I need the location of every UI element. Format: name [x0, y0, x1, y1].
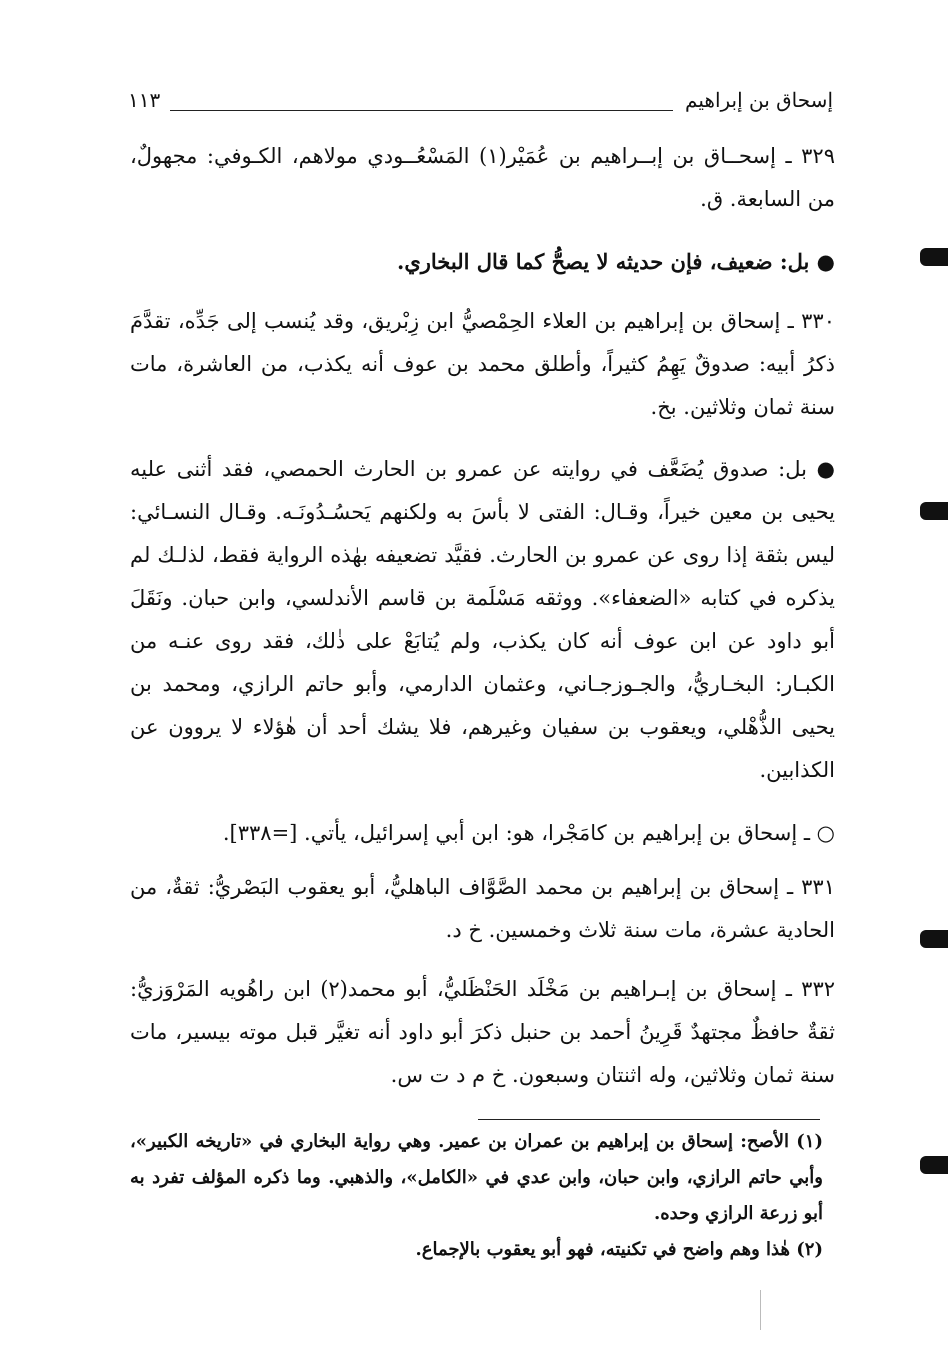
- entry-text: ٣٢٩ ـ إسحــاق بن إبــراهيم بن عُمَيْر(١) المَسْعُــودي مولاهم، الكـوفي: مجهولٌ، من السابعة. ق.: [130, 144, 835, 211]
- entry-330: [130, 300, 835, 429]
- entry-329: [130, 135, 835, 221]
- cross-reference: [130, 812, 835, 855]
- binding-mark: [920, 502, 948, 520]
- entry-text: ٣٣٠ ـ إسحاق بن إبراهيم بن العلاء الحِمْصيُّ ابن زِبْريق، وقد يُنسب إلى جَدِّه، تقدَّمَ ذكرُ أبيه: صدوقٌ يَهِمُ كثيراً، وأطلق محمد بن عوف أنه يكذب، من العاشرة، مات سنة ثمان وثلاثين. بخ.: [130, 309, 835, 419]
- page-header: [128, 88, 833, 116]
- entry-330-note: [130, 448, 835, 792]
- entry-332: [130, 968, 835, 1097]
- entry-331: [130, 866, 835, 952]
- cross-reference-text: ○ ـ إسحاق بن إبراهيم بن كامَجْرا، هو: ابن أبي إسرائيل، يأتي. [=٣٣٨].: [222, 821, 835, 845]
- footnote-1: (١) الأصح: إسحاق بن إبراهيم بن عمران بن عمير. وهي رواية البخاري في «تاريخه الكبير»، وأبي حاتم الرازي، وابن حبان، وابن عدي في «الكامل»، والذهبي. وما ذكره المؤلف تفرد به أبو زرعة الرازي وحده.: [130, 1131, 823, 1224]
- footnote-2: (٢) هٰذا وهم واضح في تكنيته، فهو أبو يعقوب بالإجماع.: [415, 1239, 823, 1260]
- footnotes: [130, 1124, 823, 1268]
- entry-text: ٣٣١ ـ إسحاق بن إبراهيم بن محمد الصَّوَّاف الباهليُّ، أبو يعقوب البَصْريُّ: ثقةٌ، من الحادية عشرة، مات سنة ثلاث وخمسين. خ د.: [130, 875, 835, 942]
- footnote-rule: [478, 1119, 820, 1120]
- entry-note-text: ● بل: صدوق يُضَعَّف في روايته عن عمرو بن الحارث الحمصي، فقد أثنى عليه يحيى بن معين خيراً، وقـال: الفتى لا بأسَ به ولكنهم يَحسُـدُونَـه. وقـال النسـائي: ليس بثقة إذا روى عن عمرو بن الحارث. فقيَّد تضعيفه بهٰذه الرواية فقط، لذلـك لم يذكره في كتابه «الضعفاء». ووثقه مَسْلَمة بن قاسم الأندلسي، وابن حبان. ونَقَلَ أبو داود عن ابن عوف أنه كان يكذب، ولم يُتابَعْ على ذٰلك، فقد روى عنـه من الكبـار: البخـاريُّ، والجـوزجـاني، وعثمان الدارمي، وأبو حاتم الرازي، ومحمد بن يحيى الذُّهْلي، ويعقوب بن سفيان وغيرهم، فلا يشك أحد أن هٰؤلاء لا يروون عن الكذابين.: [130, 457, 835, 782]
- binding-mark: [920, 1156, 948, 1174]
- binding-mark: [920, 930, 948, 948]
- running-title: إسحاق بن إبراهيم: [685, 88, 833, 112]
- page-number: ١١٣: [128, 88, 161, 112]
- binding-mark: [920, 248, 948, 266]
- entry-329-note: [130, 240, 835, 283]
- entry-note-text: ● بل: ضعيف، فإن حديثه لا يصحُّ كما قال البخاري.: [397, 249, 835, 274]
- scan-artifact-line: [760, 1290, 761, 1330]
- entry-text: ٣٣٢ ـ إسحاق بن إبـراهيم بن مَخْلَد الحَنْظَليُّ، أبو محمد(٢) ابن راهُويه المَرْوَزيُّ: ثقةٌ حافظٌ مجتهدٌ قَرِينُ أحمد بن حنبل ذكرَ أبو داود أنه تغيَّر قبل موته بيسير، مات سنة ثمان وثلاثين، وله اثنتان وسبعون. خ م د ت س.: [130, 977, 836, 1087]
- header-rule: [170, 110, 673, 111]
